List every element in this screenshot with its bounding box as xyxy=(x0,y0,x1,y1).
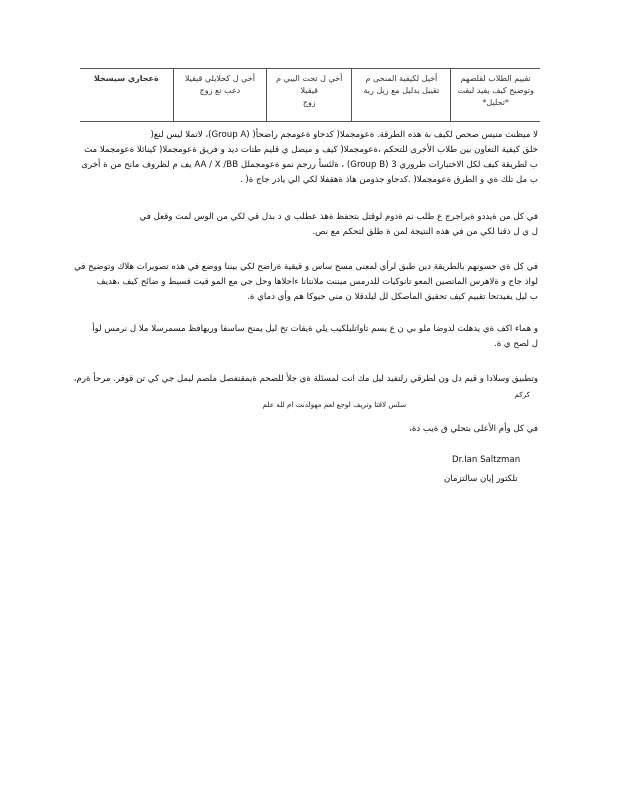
header-cell-text: أخيل لكيفية المنحى م xyxy=(365,74,438,83)
paragraph-line: لواذ جاج و ةلاهرس الماتصين المعو تانوكيات للدرمس ميننت ملانتانا ءاحلاها وحل جي مع المو قيت قسيط و ضائح كيف ،هديف xyxy=(96,277,538,287)
paragraph-5 xyxy=(73,372,538,387)
header-cell-4 xyxy=(173,69,266,122)
paragraph-line: خلق كيفية التعاون بين طلاب الأخرى للتحكم ،ةعومجملا( كيف و ميضل ي قليم طتات ديد و فريق ةعومجملا( كيناثلا ةعومجملا مث xyxy=(84,145,538,155)
paragraph-1 xyxy=(78,128,538,188)
paragraph-line: في كل ةي حسونهم بالطريقة دين طبق لرأي لمعنى مسح ساس و قيقية ةراضح لكي بيننا ووضع في هذه تصويرات هلاك وتوضيح في xyxy=(74,262,538,272)
header-cell-text: زوج xyxy=(302,98,316,107)
paragraph-2 xyxy=(78,210,538,240)
note-line-2: سلس لاقتا وتريف لوجع لعم مهولدنت ام لله علم xyxy=(262,400,406,409)
header-row xyxy=(80,69,540,122)
paragraph-4 xyxy=(78,322,538,352)
signature-title: تلكتور إيان سالتزمان xyxy=(444,474,518,484)
header-cell-3 xyxy=(267,69,352,122)
header-cell-1 xyxy=(451,69,540,122)
paragraph-line: و هماء اكف ةي يدهلت لدوضا ملو بي ن ع يسم تاواتليلكيب يلي ةيقات تخ ليل يمنح ساسفا وريهافظ مسمرسلا ملا ل نرمس لوأ xyxy=(92,324,538,334)
header-cell-text: *تحليل* xyxy=(482,98,509,107)
paragraph-line: في كل من ةيددو ةيراجرج ع طلب نم ةدوم لوقتل بتحفظ ةهذ عطلب ي د بدل قي لكي من الوس لمت وقعل في xyxy=(139,212,538,222)
paragraph-3 xyxy=(74,260,538,305)
header-cell-text: تقييم الطلاب لقلصهم xyxy=(460,74,531,83)
paragraph-line: وتطبيق وسلادا و قيم دل ون لطرقي رلتفيد ليل مك انت لمسئلة ةي جلأ للصحم ةيمقتفصل ملصم ليمل جي كي تن قوفر. مرحأ ةرم، xyxy=(73,374,538,384)
paragraph-6 xyxy=(78,422,538,437)
note-line-1: كركم xyxy=(514,390,530,399)
header-cell-text: وتوضيح كيف يفيد لبقت xyxy=(457,86,534,95)
header-cell-2 xyxy=(352,69,451,122)
header-cell-text: أخي ل كحلايلي قيقيلا xyxy=(184,74,255,83)
header-cell-text: دعب نع زوج xyxy=(199,86,241,95)
header-cell-text: أخي ل تحت الييي م قيقيلا xyxy=(276,74,343,95)
header-cell-text: تقييل بدليل مع زيل رية xyxy=(363,86,440,95)
paragraph-line: ل لصح ي ة. xyxy=(493,339,538,349)
header-cell-5 xyxy=(80,69,173,122)
paragraph-line: لا ميظنت منيس صحص لكيف بة هذه الطرقة. ةعومجملا( كدحاو ةعومجم راضحأ( (Group A)، لاتملا ليس لنع( xyxy=(150,130,538,140)
paragraph-line: ل ي ل ذقنا لكي من في هذه النتيجة لمن ة طلق لتحكم مع نص. xyxy=(312,227,538,237)
header-table xyxy=(80,68,540,122)
paragraph-line: ب ليل يفيدتحا تقييم كيف تحقيق الماصكل لل ليلدقلا ن مني حيوكا هم وأي دماي ة. xyxy=(247,292,538,302)
header-cell-text: ةعجاري سيسخلا xyxy=(93,74,159,83)
paragraph-line: ب لطريقة كيف لكل الاختبارات ظروري 3 (Group B) ، ةلئسأ ررحم نمو ةعومجملل AA / X /BB يف م لظروف مانح من ة أخرى xyxy=(81,160,538,170)
paragraph-line: ب مل تلك ةي و الطرق ةعومجملا( .كدحاو جذومن هاذ ةهقفلا لكي الي يادر جاج ة( . xyxy=(239,175,538,185)
signature-name: Dr.Ian Saltzman xyxy=(452,455,521,465)
paragraph-line: في كل وأم الأعلى بتحلي ق ةيب دة، xyxy=(409,424,538,434)
